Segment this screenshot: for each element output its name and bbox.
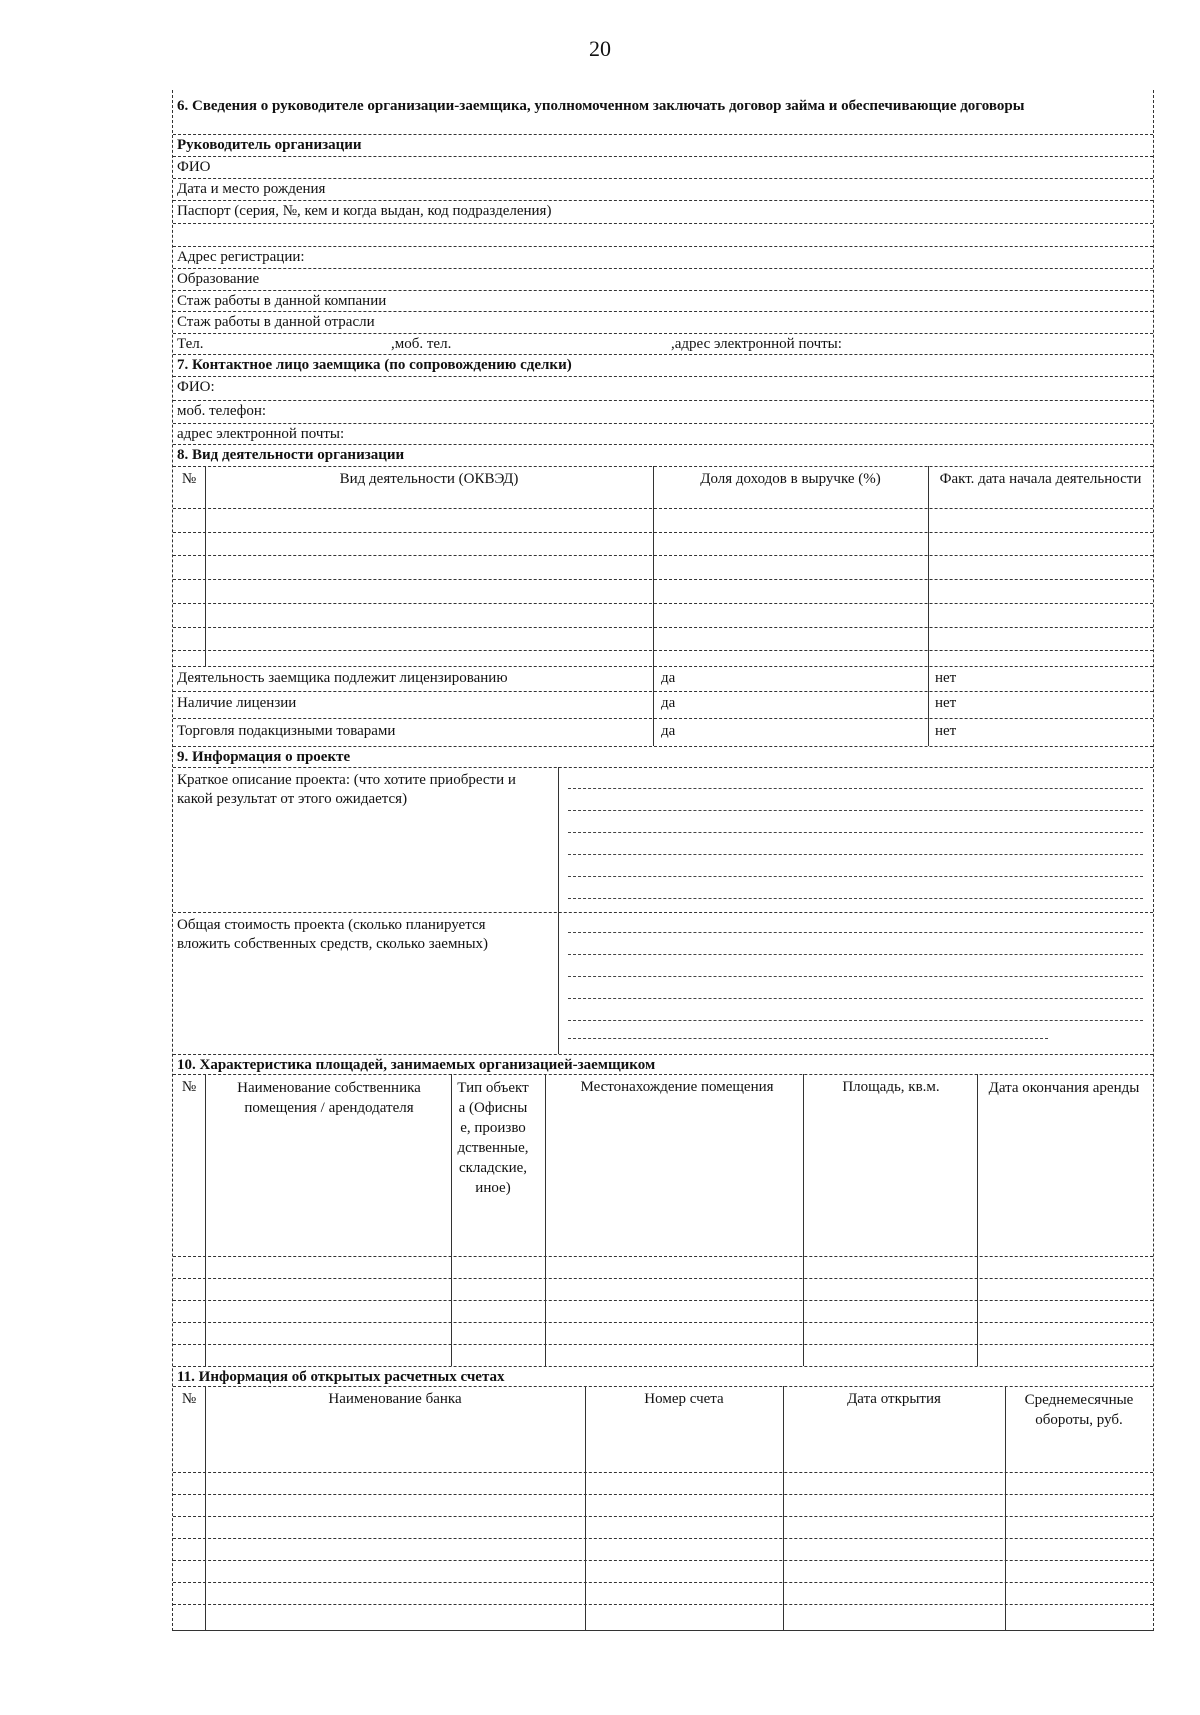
project-description-label: Краткое описание проекта: (что хотите приобрести и какой результат от этого ожидается) xyxy=(177,772,516,807)
excise-yes: да xyxy=(661,723,676,739)
section-7-title: 7. Контактное лицо заемщика (по сопровождению сделки) xyxy=(177,357,572,373)
licensing-yes: да xyxy=(661,670,676,686)
director-exp-industry-label: Стаж работы в данной отрасли xyxy=(177,314,375,330)
premises-col-lease-end: Дата окончания аренды xyxy=(988,1080,1140,1096)
accounts-col-open-date: Дата открытия xyxy=(847,1391,941,1407)
director-tel-label: Тел. xyxy=(177,336,204,352)
activity-col-start-date: Факт. дата начала деятельности xyxy=(939,471,1142,487)
director-fio-label: ФИО xyxy=(177,159,211,175)
section-9-title: 9. Информация о проекте xyxy=(177,749,351,765)
application-form xyxy=(172,90,1154,1631)
director-education-label: Образование xyxy=(177,271,260,287)
section-10-title: 10. Характеристика площадей, занимаемых организацией-заемщиком xyxy=(177,1057,656,1073)
project-cost-label: Общая стоимость проекта (сколько планируется вложить собственных средств, сколько заемных) xyxy=(177,917,489,952)
contact-fio-label: ФИО: xyxy=(177,379,215,395)
excise-label: Торговля подакцизными товарами xyxy=(177,723,396,739)
contact-email-label: адрес электронной почты: xyxy=(177,426,345,442)
license-yes: да xyxy=(661,695,676,711)
premises-col-type: Тип объекта (Офисные, производственные, складские, иное) xyxy=(457,1080,529,1196)
premises-col-location: Местонахождение помещения xyxy=(580,1079,774,1095)
premises-col-area: Площадь, кв.м. xyxy=(842,1079,940,1095)
director-address-label: Адрес регистрации: xyxy=(177,249,305,265)
premises-col-no: № xyxy=(181,1079,197,1095)
premises-col-owner: Наименование собственника помещения / арендодателя xyxy=(237,1080,421,1116)
director-mob-label: ,моб. тел. xyxy=(391,336,452,352)
activity-col-no: № xyxy=(181,471,197,487)
contact-mob-label: моб. телефон: xyxy=(177,403,267,419)
director-passport-label: Паспорт (серия, №, кем и когда выдан, код подразделения) xyxy=(177,203,552,219)
director-email-label: ,адрес электронной почты: xyxy=(671,336,842,352)
licensing-no: нет xyxy=(935,670,957,686)
page-number: 20 xyxy=(589,36,611,61)
director-birth-label: Дата и место рождения xyxy=(177,181,326,197)
accounts-col-turnover: Среднемесячные обороты, руб. xyxy=(1024,1392,1134,1428)
activity-col-share: Доля доходов в выручке (%) xyxy=(700,471,881,487)
accounts-col-number: Номер счета xyxy=(644,1391,724,1407)
licensing-label: Деятельность заемщика подлежит лицензированию xyxy=(177,670,508,686)
director-exp-company-label: Стаж работы в данной компании xyxy=(177,293,387,309)
section-11-title: 11. Информация об открытых расчетных счетах xyxy=(177,1369,505,1385)
excise-no: нет xyxy=(935,723,957,739)
section-8-title: 8. Вид деятельности организации xyxy=(177,447,405,463)
accounts-col-bank: Наименование банка xyxy=(328,1391,462,1407)
license-no: нет xyxy=(935,695,957,711)
license-label: Наличие лицензии xyxy=(177,695,297,711)
activity-col-okved: Вид деятельности (ОКВЭД) xyxy=(339,471,519,487)
accounts-col-no: № xyxy=(181,1391,197,1407)
section-6-title: 6. Сведения о руководителе организации-заемщика, уполномоченном заключать договор займа и обеспечивающие договоры xyxy=(177,98,1025,114)
director-subtitle: Руководитель организации xyxy=(177,137,362,153)
